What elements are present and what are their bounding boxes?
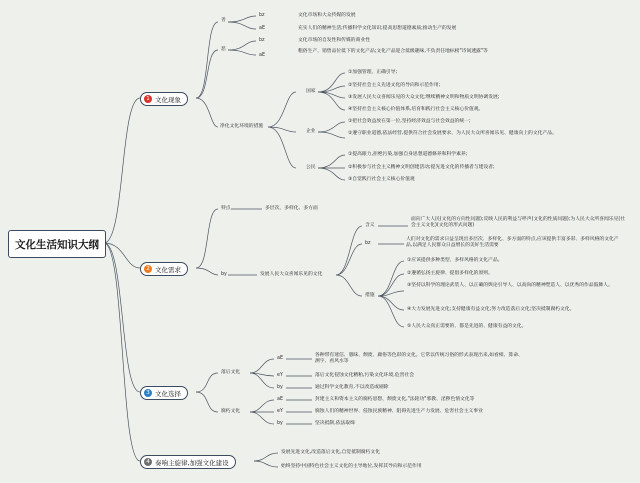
branch-main-melody[interactable] xyxy=(140,455,236,469)
branch-number-badge: 3 xyxy=(144,389,152,397)
tag: by xyxy=(277,421,283,426)
root-node[interactable]: 文化生活知识大纲 xyxy=(8,230,106,258)
tag: eY xyxy=(277,409,283,414)
actor-citizen[interactable]: 公民 xyxy=(306,165,316,170)
state-item: ③发展人民大众喜闻乐见的大众文化;继续精神文明和物质文明协调发展; xyxy=(348,95,500,100)
state-item: ①加强管理、正确引导; xyxy=(348,70,398,75)
tag: bz xyxy=(365,241,371,246)
measure-item: ⑤人民大众真正需要的、都是先进的、健康有益的文化。 xyxy=(407,324,527,329)
actor-enterprise[interactable]: 企业 xyxy=(306,129,316,134)
state-item: ②坚持社会主义先进文化的导向和示范作用; xyxy=(348,83,441,88)
branch-label: 奏响主旋律,加强文化建设 xyxy=(155,458,229,467)
main-melody-item: 发展先进文化,改造落后文化,自觉抵制腐朽文化 xyxy=(281,450,380,455)
backward-item-text: 通过科学文化教育,不以改造或剔除 xyxy=(315,385,389,390)
measure-item: ①应该提供多种类型、多样风格的文化产品。 xyxy=(407,258,503,263)
good-item-text: 充实人们的精神生活;传播科学文化知识;提高思想道德素质;推动生产的发展 xyxy=(298,26,457,31)
branch-culture-demand[interactable] xyxy=(140,262,188,276)
reason-text: 人们对文化的需求日益呈现出多层次、多样化、多方面的特点,应该提供丰富多彩、多样风格的文化产品,以满足人民群众日益增长的美好生活需要 xyxy=(406,237,619,249)
branch-label: 文化现象 xyxy=(155,95,181,104)
tag: aE xyxy=(259,26,265,31)
branch-number-badge: 4 xyxy=(144,458,152,466)
tag: by xyxy=(277,385,283,390)
tag: aE xyxy=(277,397,283,402)
bad-item-text: 粗俗生产、销售品位低下的文化产品;文化产品迎合低级趣味,不负责任地标榜"诗间透露"等 xyxy=(298,49,488,54)
bad-item-text: 文化市场的自发性和传媒的商业性 xyxy=(298,38,370,43)
tag: eY xyxy=(277,373,283,378)
meaning-text: 面向广大人民(文化的方向性问题);反映人民的利益与呼声(文化的性质问题);为人民大众所喜闻乐见(社会主义文化)(文化的形式问题) xyxy=(411,217,626,229)
branch-number-badge: 1 xyxy=(144,95,152,103)
backward-item-text: 落后文化侵蚀文化精粕,污染文化环境,危害社会 xyxy=(315,373,414,378)
enterprise-item: ②遵守职业道德,依法经营,提供符合社会发展要求、为人民大众所喜闻乐见、健康向上的文化产品。 xyxy=(348,131,557,136)
main-melody-item: 始终坚持中国特色社会主义文化的主导地位,发挥其导向和示范作用 xyxy=(281,464,422,469)
bad-node[interactable]: 恶 xyxy=(221,47,226,52)
citizen-item: ②积极参与社会主义精神文明创建活动;提先进文化的传播者与建设者; xyxy=(348,165,495,170)
actor-state[interactable]: 国家 xyxy=(306,89,316,94)
decadent-item-text: 腐蚀人们的精神世界、侵蚀民族精神、阻碍先进生产力发展、危害社会主义事业 xyxy=(315,409,483,414)
enterprise-item: ①把社会效益放在第一位,坚持经济效益与社会效益的统一; xyxy=(348,119,471,124)
tag: bz xyxy=(259,38,265,43)
meaning-node[interactable]: 含义 xyxy=(365,223,375,228)
backward-item-text: 各种带有迷信、愚昧、颓废、庸俗等色彩的文化。它常以传统习俗的形式表现出来,如看相、算命、测字、看风水等 xyxy=(315,353,523,365)
decadent-item-text: 封建主义和资本主义的腐朽思想、颓废文化,"法轮功"邪教、淫秽色情文化等 xyxy=(315,397,475,402)
tag: bz xyxy=(259,13,265,18)
measure-item: ②遵循弘扬主旋律、提倡多样化的原则。 xyxy=(407,271,493,276)
decadent-item-text: 坚决抵制,依法取缔 xyxy=(315,421,355,426)
tag: by xyxy=(221,272,227,277)
state-item: ④坚持社会主义核心价值体系,培育和践行社会主义核心价值观。 xyxy=(348,107,484,112)
citizen-item: ①提高眼力,拒绝污染,加强自身思想道德修养和科学素养; xyxy=(348,152,468,157)
backward-culture-node[interactable]: 落后文化 xyxy=(221,370,241,375)
measure-item: ④大力发展先进文化;支持健康有益文化;努力改造落后文化;坚决抵制腐朽文化。 xyxy=(407,307,575,312)
develop-culture-node[interactable]: 发展人民大众喜闻乐见的文化 xyxy=(260,272,323,277)
feature-text: 多层次、多样化、多方面 xyxy=(265,206,318,211)
good-node[interactable]: 善 xyxy=(221,18,226,23)
feature-node[interactable]: 特点 xyxy=(221,206,231,211)
branch-culture-choice[interactable] xyxy=(140,386,188,400)
good-item-text: 文化市场和大众传媒的发展 xyxy=(298,13,356,18)
branch-culture-phenomenon[interactable] xyxy=(140,92,188,106)
branch-label: 文化需求 xyxy=(155,265,181,274)
branch-number-badge: 2 xyxy=(144,265,152,273)
citizen-item: ③自觉践行社会主义核心价值观 xyxy=(348,177,415,182)
tag: aE xyxy=(277,356,283,361)
branch-label: 文化选择 xyxy=(155,389,181,398)
measure-item: ③坚持以科学的理论武装人、以正确的舆论引导人、以高尚的精神塑造人、以优秀的作品鼓舞人。 xyxy=(407,283,613,288)
measure-node[interactable]: 措施 xyxy=(365,293,375,298)
purify-measures-node[interactable]: 净化文化环境的措施 xyxy=(220,124,264,129)
tag: aE xyxy=(259,53,265,58)
decadent-culture-node[interactable]: 腐朽文化 xyxy=(221,409,241,414)
